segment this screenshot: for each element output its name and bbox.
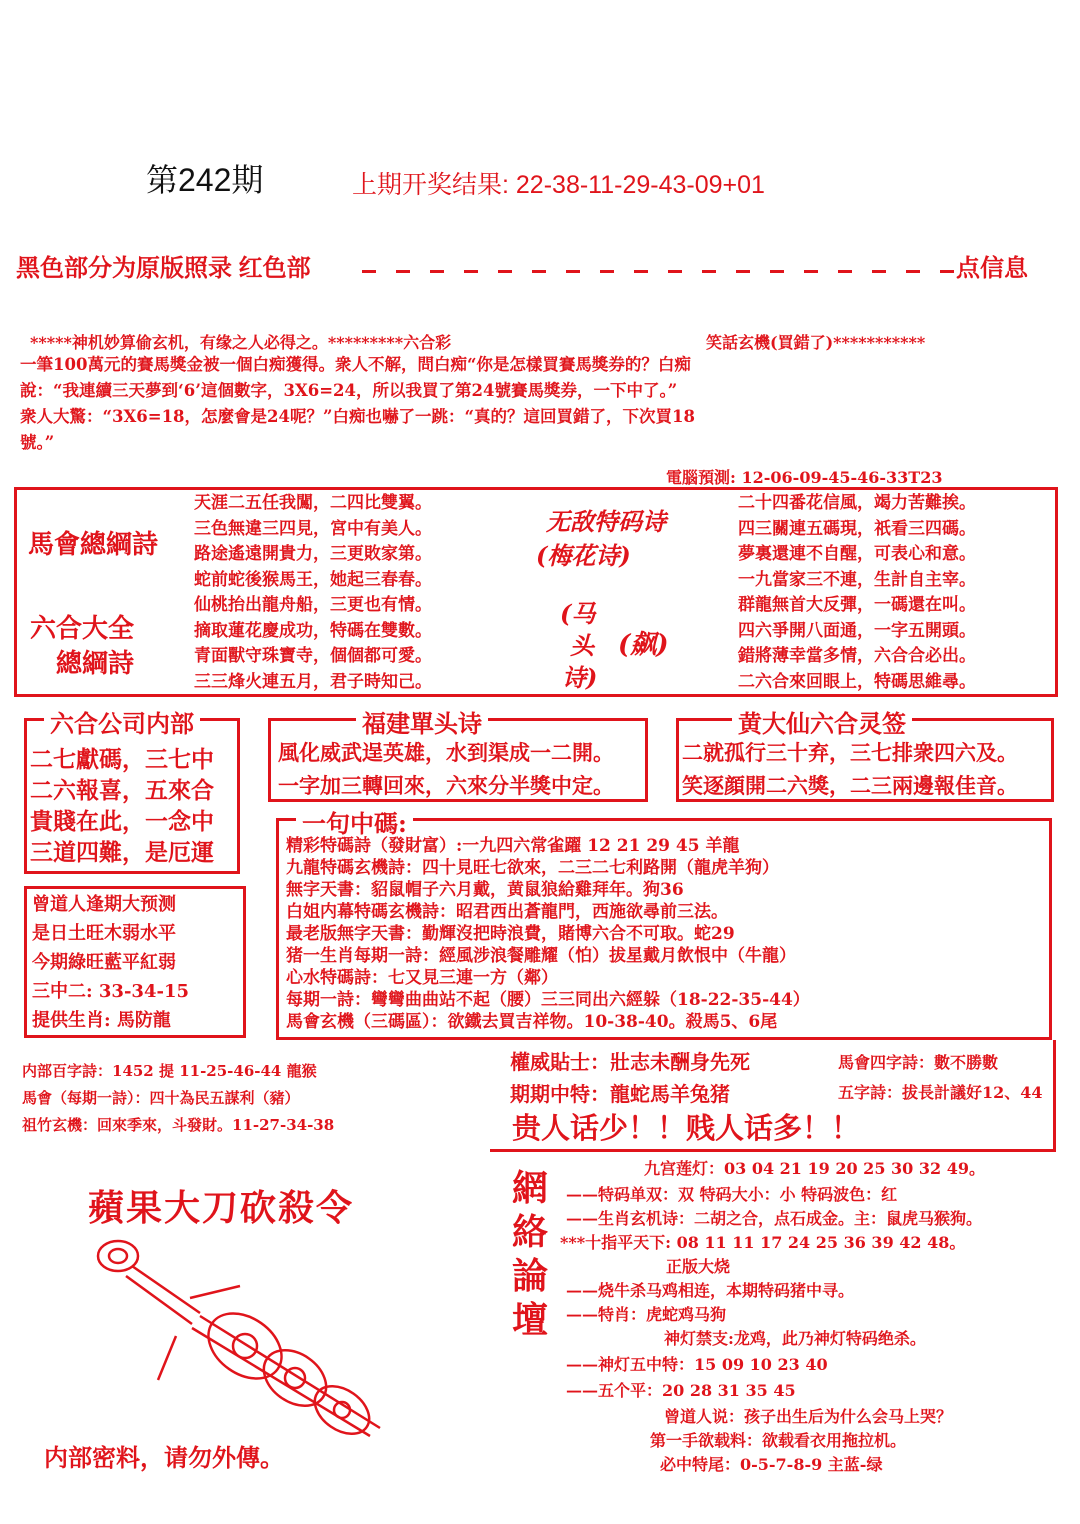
notice-left: 黑色部分为原版照录 红色部 <box>16 255 311 282</box>
yiju-line: 白姐内幕特碼玄機詩：昭君西出蒼龍門，西施欲尋前三法。 <box>286 902 728 922</box>
internal-line: 馬會（每期一詩）：四十為民五謀利（豬） <box>22 1089 300 1107</box>
sword-footer: 内部密料，请勿外傳。 <box>44 1443 284 1472</box>
sword-illustration <box>80 1228 410 1438</box>
poem-line: 夢裏還連不自醒，可表心和意。 <box>738 544 976 564</box>
internal-line: 内部百字詩：1452 提 11-25-46-44 龍猴 <box>22 1062 317 1080</box>
weiquan-line2b: 五字詩：拔長計議好12、44 <box>838 1083 1043 1102</box>
yiju-line: 馬會玄機（三碼區）：欲鐵去買吉祥物。10-38-40。殺馬5、6尾 <box>286 1012 778 1032</box>
internal-line: 祖竹玄機：回來季來，斗發財。11-27-34-38 <box>22 1116 335 1134</box>
fujian-line: 一字加三轉回來，六來分半獎中定。 <box>278 773 614 798</box>
poem-line: 一九當家三不連，生計自主宰。 <box>738 569 976 590</box>
poem-left-column <box>194 491 432 695</box>
poem-line: 路途遙遠開貴力，三更敗家第。 <box>194 544 432 564</box>
poem-title-liuhe-a: 六合大全 <box>30 614 135 644</box>
yiju-line: 每期一詩：彎彎曲曲站不起（腰）三三同出六經躲（18-22-35-44） <box>286 990 810 1010</box>
weiquan-slogan: 贵人话少！！贱人话多！！ <box>512 1111 861 1145</box>
forum-side-char: 絡 <box>512 1211 549 1253</box>
forum-side-char: 論 <box>512 1255 549 1297</box>
company-line: 三道四難，是厄運 <box>30 839 214 866</box>
center-poem-c: 诗) <box>562 663 598 692</box>
zeng-content <box>32 890 189 1035</box>
forum-line: ——特码单双：双 特码大小：小 特码波色：红 <box>566 1185 898 1204</box>
forum-line: ——特肖：虎蛇鸡马狗 <box>566 1305 727 1324</box>
yiju-line: 猪一生肖每期一詩：經風涉浪餐雕耀（怕）拔星戴月飲恨中（牛龍） <box>286 946 796 966</box>
poem-line: 四六爭開八面通，一字五開頭。 <box>738 620 976 641</box>
poem-line: 天涯二五任我闖，二四比雙翼。 <box>194 493 432 513</box>
center-poem-d: (飙) <box>618 630 669 660</box>
prediction-value: 12-06-09-45-46-33T23 <box>741 468 943 487</box>
forum-side-title <box>512 1166 548 1342</box>
poem-line: 仙桃抬出龍舟船，三更也有情。 <box>194 595 432 615</box>
fujian-lines <box>278 736 614 802</box>
company-lines <box>30 744 214 868</box>
issue-number: 第242期 <box>146 162 264 198</box>
yiju-line: 無字天書：貂鼠帽子六月戴，黄鼠狼給雞拜年。狗36 <box>286 880 684 900</box>
yiju-title: 一句中碼: <box>296 804 413 839</box>
center-poem-b: 头 <box>570 631 594 660</box>
huang-line: 二就孤行三十弃，三七排衆四六及。 <box>682 740 1018 765</box>
joke-line: 號。” <box>20 433 55 452</box>
prediction-label: 電腦預測: <box>666 468 736 487</box>
yiju-line: 九龍特碼玄機詩：四十見旺七欲來，二三二七利路開（龍虎羊狗） <box>286 858 779 878</box>
poem-line: 三色無違三四見，宮中有美人。 <box>194 518 432 539</box>
poem-line: 二六合來回眼上，特碼思維尋。 <box>738 671 976 692</box>
poem-title-horse-club: 馬會總綱詩 <box>28 530 159 560</box>
yiju-line: 精彩特碼詩（發財富）:一九四六常雀躍 12 21 29 45 羊龍 <box>286 836 740 856</box>
last-result-value: 22-38-11-29-43-09+01 <box>515 171 765 199</box>
center-poem-a: (马 <box>560 599 596 628</box>
weiquan-line1a: 權威貼士：壯志未酬身先死 <box>510 1050 750 1074</box>
forum-line: ***十指平天下: 08 11 11 17 24 25 36 39 42 48。 <box>560 1233 966 1252</box>
poem-right-column <box>738 491 976 695</box>
joke-line: 說：“我連續三天夢到‘6’這個數字，3X6=24，所以我買了第24號賽馬獎券，一下中了。” <box>20 381 678 400</box>
forum-line: 第一手欲载料：欲载看衣用拖拉机。 <box>650 1431 907 1450</box>
company-line: 二六報喜，五來合 <box>30 777 214 804</box>
forum-side-char: 壇 <box>512 1299 549 1341</box>
forum-line: ——神灯五中特：15 09 10 23 40 <box>566 1355 828 1374</box>
joke-body <box>20 352 1070 456</box>
poem-title-liuhe-b: 總綱詩 <box>56 649 135 679</box>
center-poem-title: 无敌特码诗 <box>546 507 666 536</box>
fujian-title: 福建單头诗 <box>356 704 488 739</box>
forum-line: 曾道人说：孩子出生后为什么会马上哭？ <box>664 1407 953 1426</box>
poem-line: 錯將薄幸當多情，六合合必出。 <box>738 646 976 666</box>
forum-line: 神灯禁支:龙鸡，此乃神灯特码绝杀。 <box>664 1329 926 1348</box>
last-result-label: 上期开奖结果: <box>352 171 509 199</box>
huang-title: 黄大仙六合灵签 <box>732 704 912 739</box>
sword-title: 蘋果大刀砍殺令 <box>88 1187 355 1229</box>
company-title: 六合公司内部 <box>44 704 200 739</box>
poem-line: 摘取蓮花慶成功，特碼在雙數。 <box>194 620 432 641</box>
weiquan-line2a: 期期中特：龍蛇馬羊兔猪 <box>510 1082 730 1106</box>
company-line: 貴賤在此，一念中 <box>30 808 214 835</box>
poem-line: 群龍無首大反彈，一碼還在叫。 <box>738 595 976 615</box>
huang-line: 笑逐顔開二六獎，二三兩邊報佳音。 <box>682 773 1018 798</box>
center-poem-sub: (梅花诗) <box>536 541 631 570</box>
yiju-line: 心水特碼詩：七又見三連一方（鄰） <box>286 968 558 988</box>
poem-line: 蛇前蛇後猴馬王，她起三春春。 <box>194 569 432 590</box>
notice-right: 点信息 <box>956 255 1028 282</box>
internal-lines <box>22 1058 334 1139</box>
yiju-line: 最老版無字天書：勤輝沒把時浪費，賭博六合不可取。蛇29 <box>286 924 735 944</box>
forum-line: 九宫莲灯：03 04 21 19 20 25 30 32 49。 <box>644 1159 985 1178</box>
joke-line: 衆人大驚：“3X6=18，怎麼會是24呢？”白痴也嚇了一跳：“真的？這回買錯了，下次買18 <box>20 407 695 426</box>
zeng-line: 提供生肖: 馬防龍 <box>32 1010 171 1031</box>
zeng-title: 曾道人逢期大预测 <box>32 894 176 915</box>
joke-headline-right: 笑話玄機(買錯了)*********** <box>706 333 926 352</box>
forum-line: 正版大烧 <box>666 1257 731 1276</box>
poem-line: 四三關連五碼現，祇看三四碼。 <box>738 518 976 539</box>
company-line: 二七獻碼，三七中 <box>30 746 214 773</box>
fujian-line: 風化威武逞英雄，水到渠成一二開。 <box>278 740 614 765</box>
joke-headline-left: *****神机妙算偷玄机，有缘之人必得之。*********六合彩 <box>30 333 452 352</box>
yiju-lines <box>286 835 810 1033</box>
joke-line: 一筆100萬元的賽馬獎金被一個白痴獲得。衆人不解，問白痴“你是怎樣買賽馬獎券的？白痴 <box>20 355 691 374</box>
zeng-line: 三中二: 33-34-15 <box>32 981 189 1002</box>
zeng-line: 今期綠旺藍平紅弱 <box>32 952 176 973</box>
last-result <box>352 165 765 201</box>
zeng-line: 是日土旺木弱水平 <box>32 923 176 944</box>
poem-line: 二十四番花信風，竭力苦難挨。 <box>738 493 976 513</box>
weiquan-line1b: 馬會四字詩：數不勝數 <box>838 1053 999 1072</box>
poem-line: 青面獸守珠寶寺，個個都可愛。 <box>194 646 432 666</box>
notice-redacted <box>362 270 954 273</box>
forum-line: ——五个平：20 28 31 35 45 <box>566 1381 796 1400</box>
poem-line: 三三烽火連五月，君子時知己。 <box>194 671 432 692</box>
computer-prediction <box>666 465 942 488</box>
forum-line: 必中特尾：0-5-7-8-9 主蓝-绿 <box>660 1455 883 1474</box>
forum-side-char: 網 <box>512 1167 549 1209</box>
huang-lines <box>682 736 1018 802</box>
forum-line: ——烧牛杀马鸡相连，本期特码猪中寻。 <box>566 1281 855 1300</box>
forum-line: ——生肖玄机诗：二胡之合，点石成金。主：鼠虎马猴狗。 <box>566 1209 983 1228</box>
